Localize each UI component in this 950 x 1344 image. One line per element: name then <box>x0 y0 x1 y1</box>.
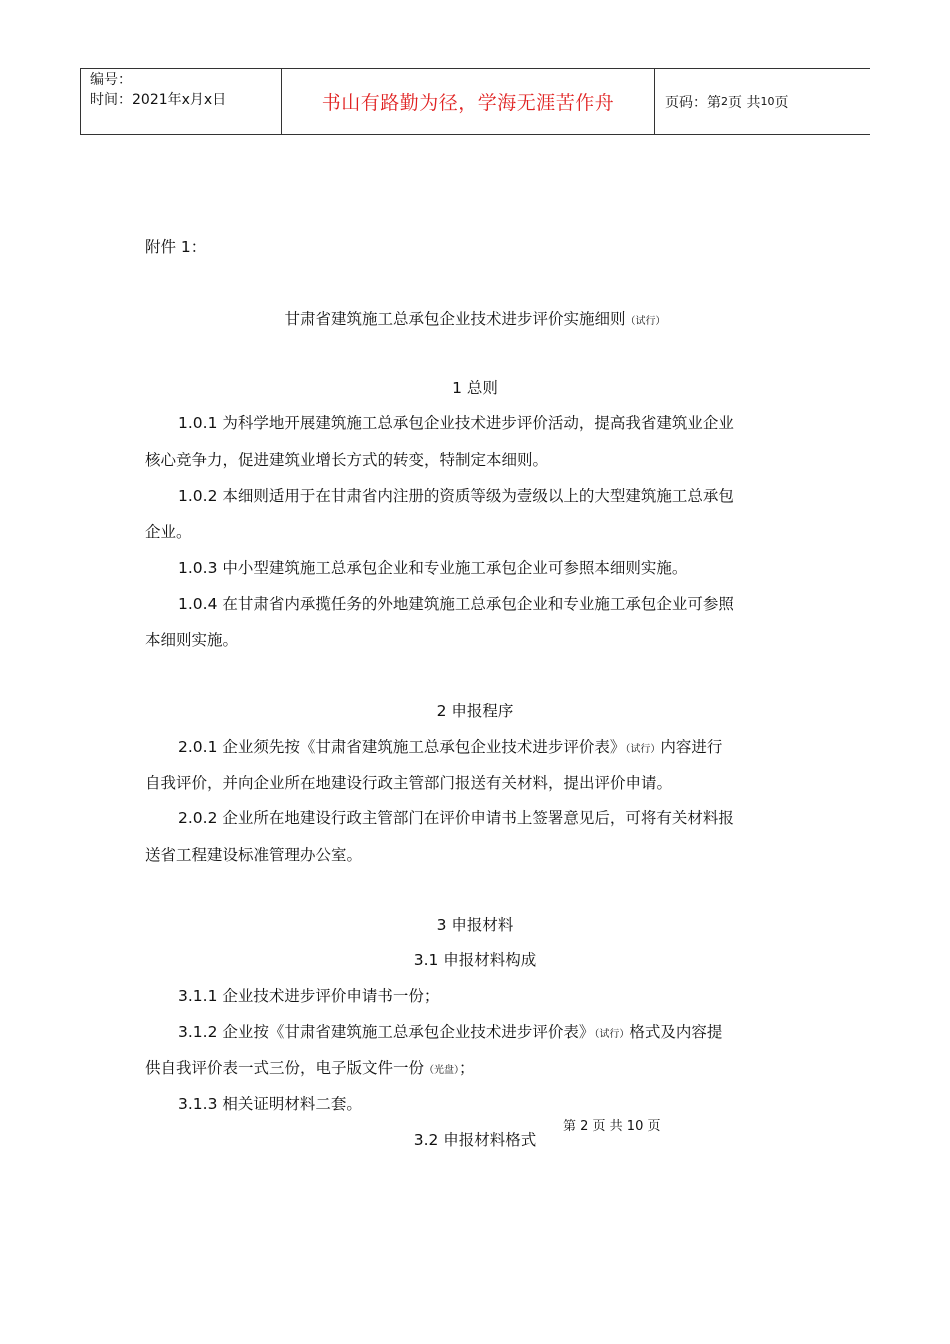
paragraph-text: 内容进行 <box>660 738 723 756</box>
trial-note: （试行） <box>625 744 661 755</box>
subsection-heading: 3.2 申报材料格式 <box>413 1131 537 1149</box>
document-number-label: 编号： <box>90 72 132 88</box>
paragraph-text: ； <box>459 1059 475 1077</box>
document-title-main: 甘肃省建筑施工总承包企业技术进步评价实施细则 <box>284 310 626 328</box>
page-mid: 页 共 <box>728 94 761 111</box>
paragraph-line: 自我评价，并向企业所在地建设行政主管部门报送有关材料，提出评价申请。 <box>145 774 673 792</box>
paragraph-text: 2.0.1 企业须先按《甘肃省建筑施工总承包企业技术进步评价表》 <box>178 738 626 756</box>
paragraph-line: 3.1.1 企业技术进步评价申请书一份； <box>178 987 440 1005</box>
paragraph-line: 本细则实施。 <box>145 631 239 649</box>
section-heading: 2 申报程序 <box>436 702 514 720</box>
subsection-heading: 3.1 申报材料构成 <box>413 951 537 969</box>
attachment-label: 附件 1： <box>145 238 207 256</box>
paragraph-text: 供自我评价表一式三份，电子版文件一份 <box>145 1059 425 1077</box>
trial-note: （试行） <box>594 1029 630 1040</box>
paragraph-line: 2.0.2 企业所在地建设行政主管部门在评价申请书上签署意见后，可将有关材料报 <box>178 809 734 827</box>
document-title <box>145 307 805 329</box>
paragraph-line: 3.1.3 相关证明材料二套。 <box>178 1095 362 1113</box>
section-heading: 1 总则 <box>452 379 498 397</box>
header-motto: 书山有路勤为径，学海无涯苦作舟 <box>282 69 655 134</box>
paragraph-text: 3.1.2 企业按《甘肃省建筑施工总承包企业技术进步评价表》 <box>178 1023 595 1041</box>
page-current: 2 <box>721 95 728 108</box>
paragraph-line: 核心竞争力，促进建筑业增长方式的转变，特制定本细则。 <box>145 451 549 469</box>
paragraph-line <box>145 1056 805 1078</box>
document-time-label: 时间：2021年x月x日 <box>90 92 227 108</box>
header-meta-cell <box>81 69 282 134</box>
page-total: 10 <box>760 95 775 108</box>
paragraph-text: 格式及内容提 <box>629 1023 723 1041</box>
paragraph-line <box>145 735 805 757</box>
page-suffix: 页 <box>774 94 789 111</box>
paragraph-line: 送省工程建设标准管理办公室。 <box>145 846 363 864</box>
document-title-trial: （试行） <box>625 316 666 327</box>
paragraph-line: 1.0.2 本细则适用于在甘肃省内注册的资质等级为壹级以上的大型建筑施工总承包 <box>178 487 734 505</box>
footer-page-number: 第 2 页 共 10 页 <box>563 1119 661 1134</box>
page-prefix: 页码：第 <box>665 94 721 111</box>
paragraph-line: 企业。 <box>145 523 192 541</box>
disc-note: （光盘） <box>424 1065 460 1076</box>
header-table <box>80 68 870 135</box>
paragraph-line: 1.0.3 中小型建筑施工总承包企业和专业施工承包企业可参照本细则实施。 <box>178 559 688 577</box>
paragraph-line: 1.0.1 为科学地开展建筑施工总承包企业技术进步评价活动，提高我省建筑业企业 <box>178 414 734 432</box>
paragraph-line: 1.0.4 在甘肃省内承揽任务的外地建筑施工总承包企业和专业施工承包企业可参照 <box>178 595 734 613</box>
paragraph-line <box>145 1020 805 1042</box>
header-page-info <box>655 69 870 134</box>
section-heading: 3 申报材料 <box>436 916 514 934</box>
